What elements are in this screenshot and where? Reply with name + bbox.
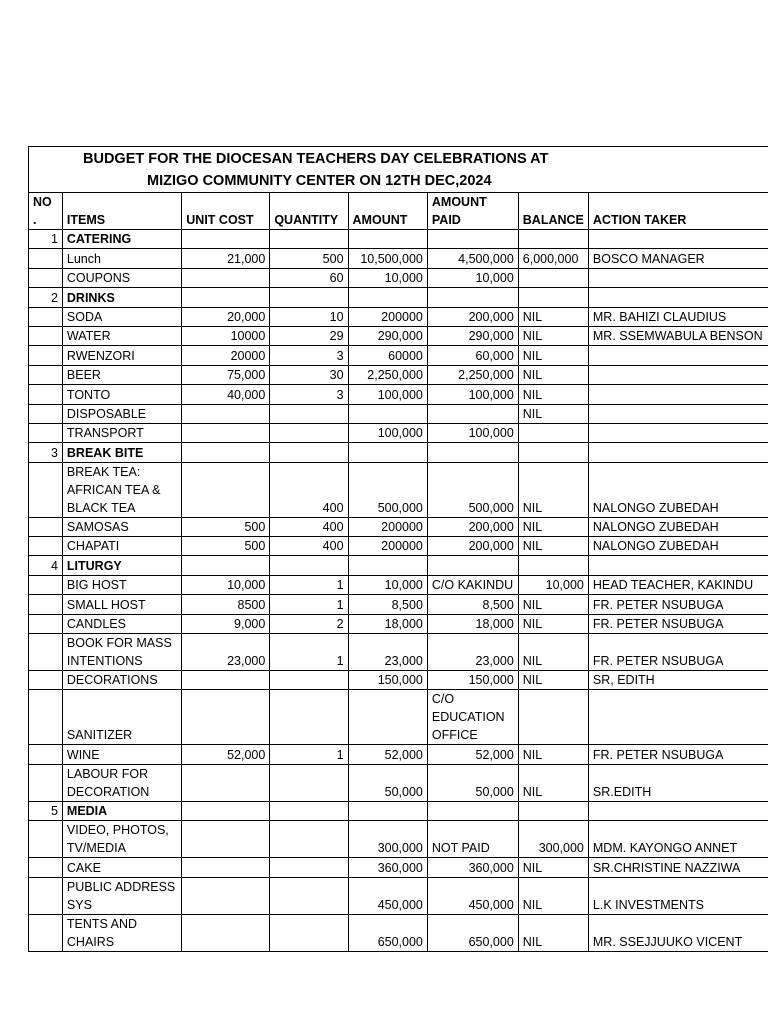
balance-cell: NIL bbox=[518, 914, 588, 951]
quantity-cell: 400 bbox=[270, 462, 348, 517]
section-name: DRINKS bbox=[62, 288, 181, 307]
amount-cell bbox=[348, 404, 427, 423]
table-row bbox=[29, 745, 768, 764]
table-row bbox=[29, 914, 768, 951]
amount-paid-cell bbox=[427, 404, 518, 423]
table-row bbox=[29, 537, 768, 556]
balance-cell: NIL bbox=[518, 858, 588, 877]
amount-paid-cell: C/O KAKINDU bbox=[427, 575, 518, 594]
action-taker-cell: FR. PETER NSUBUGA bbox=[588, 634, 768, 671]
table-row bbox=[29, 462, 768, 517]
table-row bbox=[29, 346, 768, 365]
amount-paid-cell: 360,000 bbox=[427, 858, 518, 877]
header-balance: BALANCE bbox=[518, 193, 588, 230]
item-cell: TENTS AND CHAIRS bbox=[62, 914, 181, 951]
amount-paid-cell: 23,000 bbox=[427, 634, 518, 671]
unit-cost-cell: 20000 bbox=[182, 346, 270, 365]
empty-cell bbox=[518, 288, 588, 307]
amount-cell: 290,000 bbox=[348, 326, 427, 345]
item-cell: BOOK FOR MASS INTENTIONS bbox=[62, 634, 181, 671]
item-cell: CHAPATI bbox=[62, 537, 181, 556]
amount-paid-cell: NOT PAID bbox=[427, 821, 518, 858]
item-cell: TONTO bbox=[62, 385, 181, 404]
quantity-cell: 60 bbox=[270, 268, 348, 287]
unit-cost-cell: 10,000 bbox=[182, 575, 270, 594]
item-cell: RWENZORI bbox=[62, 346, 181, 365]
unit-cost-cell: 10000 bbox=[182, 326, 270, 345]
header-action-taker: ACTION TAKER bbox=[588, 193, 768, 230]
item-cell: LABOUR FOR DECORATION bbox=[62, 764, 181, 801]
empty-cell bbox=[182, 230, 270, 249]
empty-cell bbox=[588, 443, 768, 462]
table-row bbox=[29, 517, 768, 536]
balance-cell: NIL bbox=[518, 614, 588, 633]
table-row bbox=[29, 365, 768, 384]
item-cell: CAKE bbox=[62, 858, 181, 877]
row-number-cell bbox=[29, 821, 63, 858]
item-cell: BEER bbox=[62, 365, 181, 384]
empty-cell bbox=[518, 230, 588, 249]
unit-cost-cell bbox=[182, 268, 270, 287]
amount-cell: 200000 bbox=[348, 307, 427, 326]
empty-cell bbox=[427, 288, 518, 307]
amount-paid-cell: 450,000 bbox=[427, 877, 518, 914]
quantity-cell bbox=[270, 690, 348, 745]
empty-cell bbox=[588, 288, 768, 307]
amount-cell bbox=[348, 690, 427, 745]
unit-cost-cell bbox=[182, 914, 270, 951]
row-number-cell bbox=[29, 914, 63, 951]
row-number-cell bbox=[29, 764, 63, 801]
empty-cell bbox=[182, 288, 270, 307]
unit-cost-cell bbox=[182, 462, 270, 517]
amount-paid-cell: 650,000 bbox=[427, 914, 518, 951]
action-taker-cell: MDM. KAYONGO ANNET bbox=[588, 821, 768, 858]
empty-cell bbox=[518, 801, 588, 820]
item-cell: VIDEO, PHOTOS, TV/MEDIA bbox=[62, 821, 181, 858]
table-row bbox=[29, 614, 768, 633]
action-taker-cell bbox=[588, 365, 768, 384]
table-row bbox=[29, 249, 768, 268]
action-taker-cell: SR.EDITH bbox=[588, 764, 768, 801]
balance-cell: NIL bbox=[518, 595, 588, 614]
empty-cell bbox=[427, 230, 518, 249]
empty-cell bbox=[270, 801, 348, 820]
quantity-cell: 1 bbox=[270, 575, 348, 594]
action-taker-cell: L.K INVESTMENTS bbox=[588, 877, 768, 914]
unit-cost-cell: 500 bbox=[182, 537, 270, 556]
amount-paid-cell: 100,000 bbox=[427, 385, 518, 404]
table-row bbox=[29, 821, 768, 858]
balance-cell bbox=[518, 268, 588, 287]
amount-cell: 10,000 bbox=[348, 575, 427, 594]
amount-paid-cell: 290,000 bbox=[427, 326, 518, 345]
balance-cell: NIL bbox=[518, 346, 588, 365]
empty-cell bbox=[518, 556, 588, 575]
empty-cell bbox=[518, 443, 588, 462]
unit-cost-cell: 40,000 bbox=[182, 385, 270, 404]
amount-paid-cell: 200,000 bbox=[427, 307, 518, 326]
balance-cell: 300,000 bbox=[518, 821, 588, 858]
title-line-2: MIZIGO COMMUNITY CENTER ON 12TH DEC,2024 bbox=[147, 172, 492, 189]
header-no: NO . bbox=[29, 193, 63, 230]
amount-paid-cell: 200,000 bbox=[427, 537, 518, 556]
quantity-cell bbox=[270, 764, 348, 801]
empty-cell bbox=[348, 556, 427, 575]
unit-cost-cell: 20,000 bbox=[182, 307, 270, 326]
item-cell: DISPOSABLE bbox=[62, 404, 181, 423]
table-row bbox=[29, 858, 768, 877]
empty-cell bbox=[588, 801, 768, 820]
action-taker-cell bbox=[588, 404, 768, 423]
action-taker-cell bbox=[588, 423, 768, 442]
amount-cell: 60000 bbox=[348, 346, 427, 365]
empty-cell bbox=[588, 556, 768, 575]
quantity-cell: 29 bbox=[270, 326, 348, 345]
section-name: CATERING bbox=[62, 230, 181, 249]
item-cell: SAMOSAS bbox=[62, 517, 181, 536]
row-number-cell bbox=[29, 385, 63, 404]
table-row bbox=[29, 690, 768, 745]
balance-cell: NIL bbox=[518, 877, 588, 914]
action-taker-cell: BOSCO MANAGER bbox=[588, 249, 768, 268]
action-taker-cell bbox=[588, 690, 768, 745]
amount-cell: 18,000 bbox=[348, 614, 427, 633]
amount-paid-cell: 10,000 bbox=[427, 268, 518, 287]
table-row bbox=[29, 326, 768, 345]
row-number-cell bbox=[29, 268, 63, 287]
amount-cell: 10,500,000 bbox=[348, 249, 427, 268]
quantity-cell: 400 bbox=[270, 517, 348, 536]
row-number-cell bbox=[29, 877, 63, 914]
item-cell: WINE bbox=[62, 745, 181, 764]
amount-paid-cell: 4,500,000 bbox=[427, 249, 518, 268]
empty-cell bbox=[270, 230, 348, 249]
action-taker-cell: MR. BAHIZI CLAUDIUS bbox=[588, 307, 768, 326]
balance-cell: NIL bbox=[518, 307, 588, 326]
amount-cell: 360,000 bbox=[348, 858, 427, 877]
action-taker-cell: FR. PETER NSUBUGA bbox=[588, 595, 768, 614]
amount-cell: 150,000 bbox=[348, 671, 427, 690]
quantity-cell bbox=[270, 914, 348, 951]
empty-cell bbox=[182, 801, 270, 820]
quantity-cell: 500 bbox=[270, 249, 348, 268]
title-line-1: BUDGET FOR THE DIOCESAN TEACHERS DAY CELEBRATIONS AT bbox=[83, 150, 549, 167]
header-quantity: QUANTITY bbox=[270, 193, 348, 230]
empty-cell bbox=[427, 556, 518, 575]
item-cell: SMALL HOST bbox=[62, 595, 181, 614]
quantity-cell bbox=[270, 404, 348, 423]
unit-cost-cell bbox=[182, 764, 270, 801]
unit-cost-cell bbox=[182, 877, 270, 914]
item-cell: WATER bbox=[62, 326, 181, 345]
empty-cell bbox=[588, 230, 768, 249]
table-row bbox=[29, 764, 768, 801]
title-row bbox=[29, 147, 768, 193]
amount-cell: 10,000 bbox=[348, 268, 427, 287]
amount-cell: 100,000 bbox=[348, 385, 427, 404]
unit-cost-cell: 21,000 bbox=[182, 249, 270, 268]
amount-paid-cell: 60,000 bbox=[427, 346, 518, 365]
amount-cell: 50,000 bbox=[348, 764, 427, 801]
section-number: 2 bbox=[29, 288, 63, 307]
row-number-cell bbox=[29, 307, 63, 326]
row-number-cell bbox=[29, 517, 63, 536]
amount-paid-cell: 52,000 bbox=[427, 745, 518, 764]
amount-cell: 23,000 bbox=[348, 634, 427, 671]
document-title bbox=[29, 147, 768, 193]
table-row bbox=[29, 877, 768, 914]
section-row bbox=[29, 230, 768, 249]
balance-cell: NIL bbox=[518, 517, 588, 536]
quantity-cell bbox=[270, 858, 348, 877]
item-cell: SODA bbox=[62, 307, 181, 326]
action-taker-cell: MR. SSEMWABULA BENSON bbox=[588, 326, 768, 345]
unit-cost-cell bbox=[182, 671, 270, 690]
section-number: 4 bbox=[29, 556, 63, 575]
balance-cell: NIL bbox=[518, 634, 588, 671]
row-number-cell bbox=[29, 365, 63, 384]
action-taker-cell bbox=[588, 268, 768, 287]
unit-cost-cell: 8500 bbox=[182, 595, 270, 614]
amount-paid-cell: 50,000 bbox=[427, 764, 518, 801]
item-cell: BIG HOST bbox=[62, 575, 181, 594]
item-cell: PUBLIC ADDRESS SYS bbox=[62, 877, 181, 914]
action-taker-cell: NALONGO ZUBEDAH bbox=[588, 537, 768, 556]
unit-cost-cell: 500 bbox=[182, 517, 270, 536]
empty-cell bbox=[270, 556, 348, 575]
balance-cell: NIL bbox=[518, 365, 588, 384]
unit-cost-cell: 9,000 bbox=[182, 614, 270, 633]
unit-cost-cell: 23,000 bbox=[182, 634, 270, 671]
row-number-cell bbox=[29, 634, 63, 671]
empty-cell bbox=[348, 288, 427, 307]
balance-cell: NIL bbox=[518, 326, 588, 345]
balance-cell: NIL bbox=[518, 404, 588, 423]
quantity-cell: 3 bbox=[270, 385, 348, 404]
row-number-cell bbox=[29, 346, 63, 365]
empty-cell bbox=[427, 443, 518, 462]
table-row bbox=[29, 423, 768, 442]
amount-cell: 52,000 bbox=[348, 745, 427, 764]
action-taker-cell: FR. PETER NSUBUGA bbox=[588, 614, 768, 633]
row-number-cell bbox=[29, 614, 63, 633]
unit-cost-cell bbox=[182, 821, 270, 858]
header-amount-paid: AMOUNT PAID bbox=[427, 193, 518, 230]
amount-paid-cell: 8,500 bbox=[427, 595, 518, 614]
amount-paid-cell: 150,000 bbox=[427, 671, 518, 690]
balance-cell: NIL bbox=[518, 537, 588, 556]
empty-cell bbox=[348, 230, 427, 249]
quantity-cell: 1 bbox=[270, 745, 348, 764]
amount-cell: 200000 bbox=[348, 537, 427, 556]
unit-cost-cell bbox=[182, 690, 270, 745]
action-taker-cell: SR.CHRISTINE NAZZIWA bbox=[588, 858, 768, 877]
table-row bbox=[29, 671, 768, 690]
table-row bbox=[29, 634, 768, 671]
item-cell: DECORATIONS bbox=[62, 671, 181, 690]
header-unit-cost: UNIT COST bbox=[182, 193, 270, 230]
action-taker-cell: FR. PETER NSUBUGA bbox=[588, 745, 768, 764]
row-number-cell bbox=[29, 249, 63, 268]
balance-cell: 6,000,000 bbox=[518, 249, 588, 268]
quantity-cell: 1 bbox=[270, 634, 348, 671]
amount-cell: 200000 bbox=[348, 517, 427, 536]
quantity-cell: 2 bbox=[270, 614, 348, 633]
empty-cell bbox=[348, 443, 427, 462]
item-cell: CANDLES bbox=[62, 614, 181, 633]
section-row bbox=[29, 556, 768, 575]
item-cell: BREAK TEA: AFRICAN TEA & BLACK TEA bbox=[62, 462, 181, 517]
action-taker-cell bbox=[588, 346, 768, 365]
amount-cell: 300,000 bbox=[348, 821, 427, 858]
item-cell: TRANSPORT bbox=[62, 423, 181, 442]
quantity-cell bbox=[270, 671, 348, 690]
balance-cell: 10,000 bbox=[518, 575, 588, 594]
table-row bbox=[29, 307, 768, 326]
empty-cell bbox=[182, 443, 270, 462]
amount-paid-cell: 200,000 bbox=[427, 517, 518, 536]
quantity-cell: 10 bbox=[270, 307, 348, 326]
empty-cell bbox=[270, 288, 348, 307]
quantity-cell bbox=[270, 877, 348, 914]
row-number-cell bbox=[29, 462, 63, 517]
header-items: ITEMS bbox=[62, 193, 181, 230]
table-row bbox=[29, 268, 768, 287]
row-number-cell bbox=[29, 690, 63, 745]
quantity-cell: 30 bbox=[270, 365, 348, 384]
item-cell: Lunch bbox=[62, 249, 181, 268]
header-amount: AMOUNT bbox=[348, 193, 427, 230]
unit-cost-cell bbox=[182, 423, 270, 442]
table-row bbox=[29, 385, 768, 404]
row-number-cell bbox=[29, 671, 63, 690]
balance-cell bbox=[518, 690, 588, 745]
row-number-cell bbox=[29, 423, 63, 442]
action-taker-cell: HEAD TEACHER, KAKINDU bbox=[588, 575, 768, 594]
action-taker-cell: SR, EDITH bbox=[588, 671, 768, 690]
section-name: LITURGY bbox=[62, 556, 181, 575]
unit-cost-cell bbox=[182, 404, 270, 423]
budget-table bbox=[28, 146, 768, 952]
item-cell: SANITIZER bbox=[62, 690, 181, 745]
header-row bbox=[29, 193, 768, 230]
amount-cell: 650,000 bbox=[348, 914, 427, 951]
section-name: BREAK BITE bbox=[62, 443, 181, 462]
row-number-cell bbox=[29, 326, 63, 345]
quantity-cell: 400 bbox=[270, 537, 348, 556]
action-taker-cell bbox=[588, 385, 768, 404]
unit-cost-cell bbox=[182, 858, 270, 877]
row-number-cell bbox=[29, 595, 63, 614]
action-taker-cell: NALONGO ZUBEDAH bbox=[588, 517, 768, 536]
action-taker-cell: NALONGO ZUBEDAH bbox=[588, 462, 768, 517]
quantity-cell: 3 bbox=[270, 346, 348, 365]
amount-cell: 500,000 bbox=[348, 462, 427, 517]
row-number-cell bbox=[29, 745, 63, 764]
table-row bbox=[29, 595, 768, 614]
balance-cell: NIL bbox=[518, 385, 588, 404]
action-taker-cell: MR. SSEJJUUKO VICENT bbox=[588, 914, 768, 951]
table-row bbox=[29, 575, 768, 594]
amount-paid-cell: 500,000 bbox=[427, 462, 518, 517]
section-number: 3 bbox=[29, 443, 63, 462]
table-row bbox=[29, 404, 768, 423]
amount-paid-cell: 2,250,000 bbox=[427, 365, 518, 384]
row-number-cell bbox=[29, 537, 63, 556]
unit-cost-cell: 75,000 bbox=[182, 365, 270, 384]
section-row bbox=[29, 443, 768, 462]
empty-cell bbox=[270, 443, 348, 462]
unit-cost-cell: 52,000 bbox=[182, 745, 270, 764]
empty-cell bbox=[348, 801, 427, 820]
section-row bbox=[29, 801, 768, 820]
quantity-cell bbox=[270, 821, 348, 858]
amount-paid-cell: C/O EDUCATION OFFICE bbox=[427, 690, 518, 745]
amount-cell: 100,000 bbox=[348, 423, 427, 442]
section-name: MEDIA bbox=[62, 801, 181, 820]
amount-cell: 8,500 bbox=[348, 595, 427, 614]
balance-cell bbox=[518, 423, 588, 442]
row-number-cell bbox=[29, 575, 63, 594]
balance-cell: NIL bbox=[518, 745, 588, 764]
amount-cell: 450,000 bbox=[348, 877, 427, 914]
section-row bbox=[29, 288, 768, 307]
section-number: 5 bbox=[29, 801, 63, 820]
balance-cell: NIL bbox=[518, 462, 588, 517]
empty-cell bbox=[427, 801, 518, 820]
balance-cell: NIL bbox=[518, 764, 588, 801]
empty-cell bbox=[182, 556, 270, 575]
row-number-cell bbox=[29, 858, 63, 877]
section-number: 1 bbox=[29, 230, 63, 249]
balance-cell: NIL bbox=[518, 671, 588, 690]
amount-cell: 2,250,000 bbox=[348, 365, 427, 384]
quantity-cell bbox=[270, 423, 348, 442]
quantity-cell: 1 bbox=[270, 595, 348, 614]
row-number-cell bbox=[29, 404, 63, 423]
amount-paid-cell: 100,000 bbox=[427, 423, 518, 442]
amount-paid-cell: 18,000 bbox=[427, 614, 518, 633]
item-cell: COUPONS bbox=[62, 268, 181, 287]
